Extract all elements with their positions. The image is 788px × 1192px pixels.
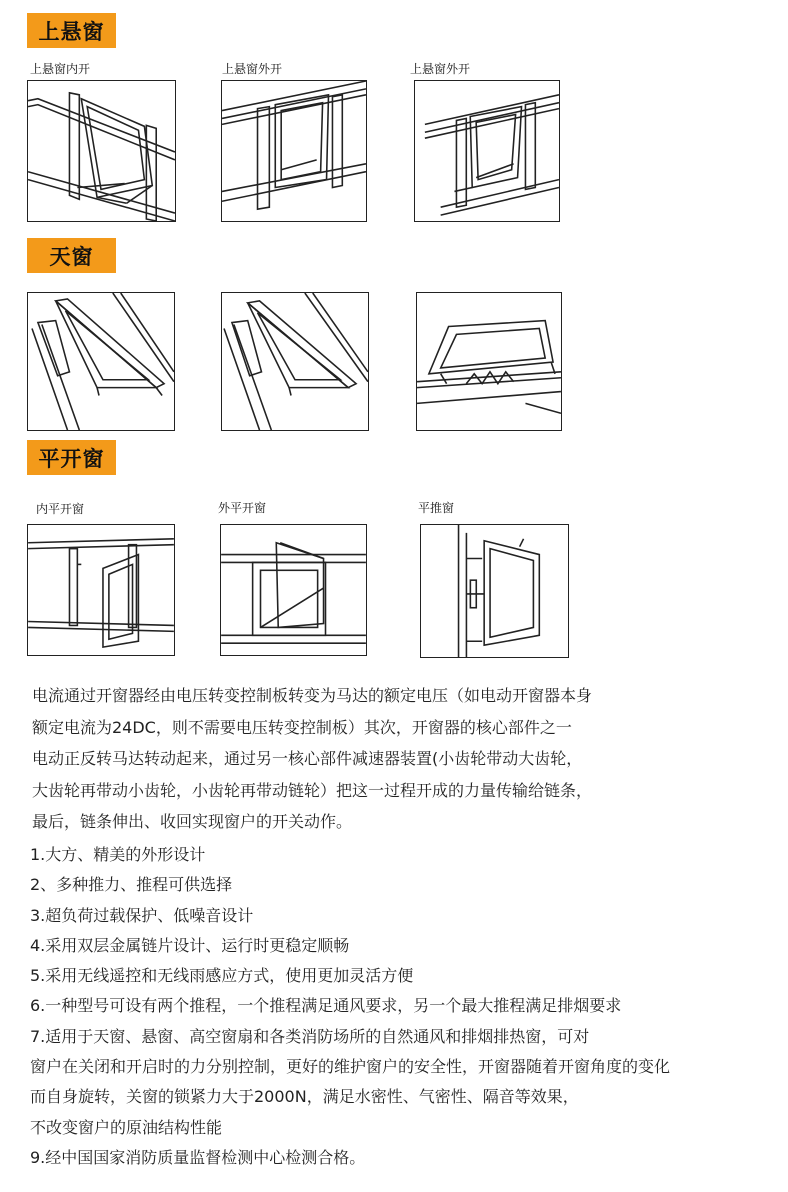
feature-item: 7.适用于天窗、悬窗、高空窗扇和各类消防场所的自然通风和排烟排热窗，可对: [30, 1026, 590, 1046]
figure-caption: 上悬窗外开: [222, 62, 283, 76]
figure-caption: 外平开窗: [218, 501, 267, 515]
skylight-window-icon: [27, 292, 175, 431]
top-hung-inward-window-icon: [27, 80, 176, 222]
parallel-push-window-icon: [420, 524, 569, 658]
description-line: 大齿轮再带动小齿轮，小齿轮再带动链轮）把这一过程开成的力量传输给链条，: [32, 780, 593, 800]
description-paragraph: [32, 680, 772, 838]
feature-item: 6.一种型号可设有两个推程，一个推程满足通风要求，另一个最大推程满足排烟要求: [30, 996, 622, 1016]
feature-item: 3.超负荷过载保护、低噪音设计: [30, 905, 254, 925]
feature-item: 1.大方、精美的外形设计: [30, 845, 206, 864]
figure-caption: 平推窗: [418, 501, 455, 515]
section-title-top-hung: 上悬窗: [27, 13, 116, 48]
inward-casement-window-icon: [27, 524, 175, 656]
figure-caption: 上悬窗外开: [410, 62, 471, 76]
feature-item: 9.经中国国家消防质量监督检测中心检测合格。: [30, 1147, 366, 1167]
outward-casement-window-icon: [220, 524, 367, 656]
top-hung-outward-window-icon: [221, 80, 367, 222]
flat-skylight-window-icon: [416, 292, 562, 431]
description-line: 最后，链条伸出、收回实现窗户的开关动作。: [32, 812, 353, 831]
feature-item: 而自身旋转，关窗的锁紧力大于2000N，满足水密性、气密性、隔音等效果，: [30, 1087, 579, 1107]
feature-item: 窗户在关闭和开启时的力分别控制，更好的维护窗户的安全性，开窗器随着开窗角度的变化: [30, 1057, 671, 1077]
top-hung-outward-window-icon: [414, 80, 560, 222]
description-line: 电动正反转马达转动起来，通过另一核心部件减速器装置(小齿轮带动大齿轮，: [32, 749, 583, 768]
description-line: 额定电流为24DC，则不需要电压转变控制板）其次，开窗器的核心部件之一: [32, 717, 572, 737]
description-line: 电流通过开窗器经由电压转变控制板转变为马达的额定电压（如电动开窗器本身: [32, 686, 593, 705]
figure-caption: 内平开窗: [36, 502, 85, 516]
skylight-window-icon: [221, 292, 369, 431]
feature-item: 4.采用双层金属链片设计、运行时更稳定顺畅: [30, 935, 350, 955]
feature-item: 2、多种推力、推程可供选择: [30, 875, 233, 895]
section-title-casement: 平开窗: [27, 440, 116, 475]
section-title-skylight: 天窗: [27, 238, 116, 273]
feature-item: 不改变窗户的原油结构性能: [30, 1117, 223, 1137]
feature-item: 5.采用无线遥控和无线雨感应方式，使用更加灵活方便: [30, 966, 414, 986]
figure-caption: 上悬窗内开: [30, 62, 91, 76]
feature-list: [30, 840, 775, 1173]
